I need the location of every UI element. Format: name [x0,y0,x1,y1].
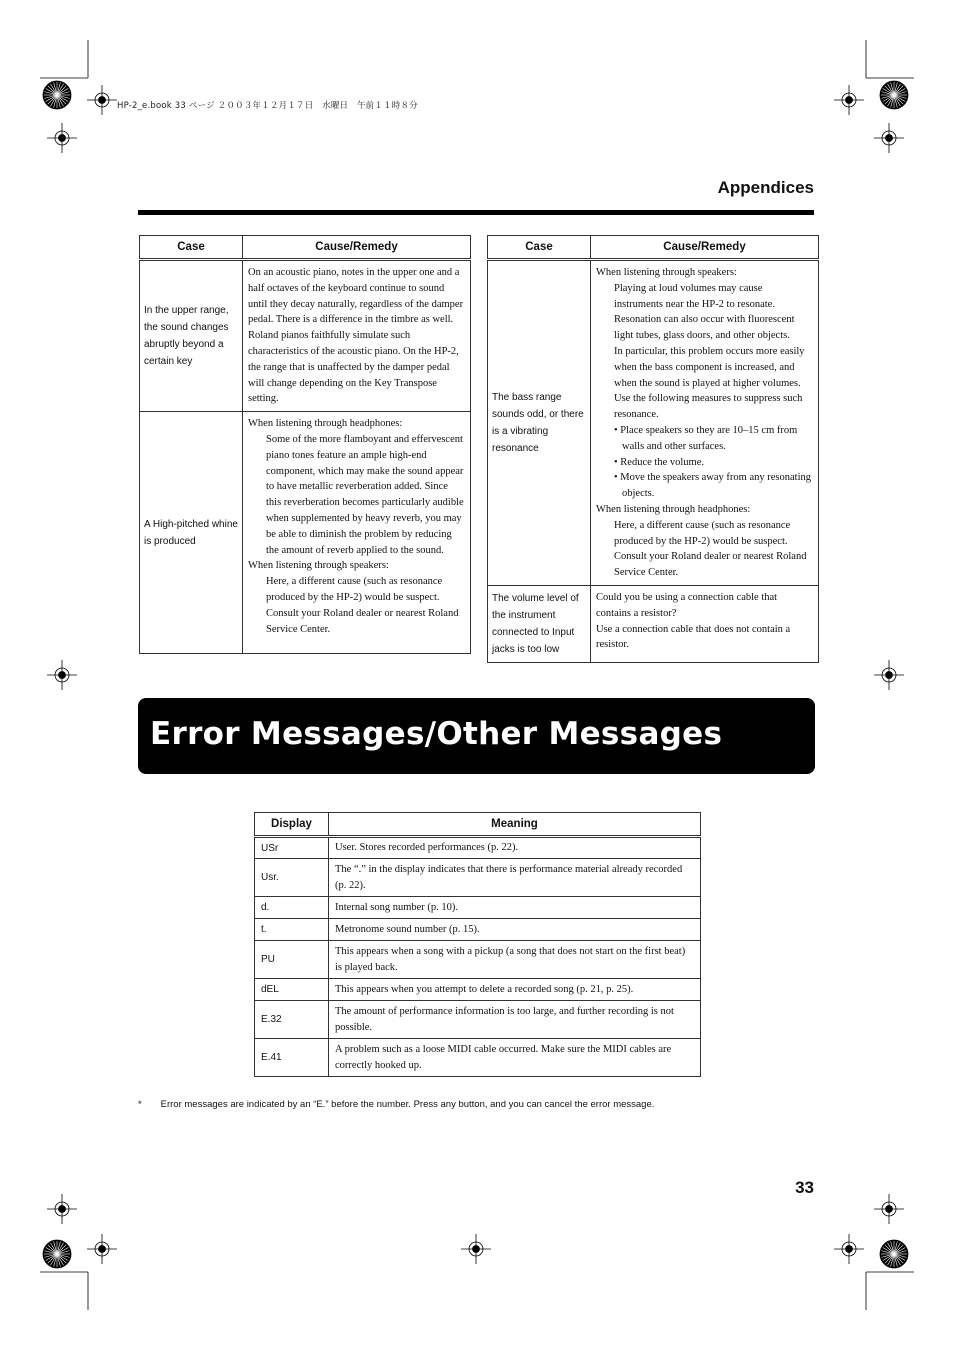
table-row [255,1039,701,1077]
banner-title: Error Messages/Other Messages [150,716,723,752]
meaning-cell: This appears when a song with a pickup (a song that does not start on the first beat) is played back. [329,941,701,979]
header-rule [138,210,814,215]
case-cell: The bass range sounds odd, or there is a vibrating resonance [488,260,591,586]
remedy-paragraph: Playing at loud volumes may cause instruments near the HP-2 to resonate. [614,282,775,310]
remedy-paragraph: On an acoustic piano, notes in the upper one and a half octaves of the keyboard continue to sound until they decay naturally, regardless of the damper pedal. There is a difference in the timbre as well. Roland pianos faithfully simulate such characteristics of the acoustic piano. On the HP-2, the range that is unaffected by the damper pedal will change depending on the Key Transpose setting. [248,267,464,405]
remedy-paragraph: When listening through speakers: [596,267,737,278]
table-row [255,1001,701,1039]
meaning-cell: This appears when you attempt to delete a recorded song (p. 21, p. 25). [329,979,701,1001]
meaning-cell: User. Stores recorded performances (p. 22). [329,837,701,859]
table-row [255,897,701,919]
remedy-paragraph: Here, a different cause (such as resonance produced by the HP-2) would be suspect. Consult your Roland dealer or nearest Roland Service Center. [266,576,459,635]
remedy-cell [243,260,471,412]
meaning-cell: The “.” in the display indicates that there is performance material already recorded (p. 22). [329,859,701,897]
remedy-paragraph: When listening through speakers: [248,560,389,572]
remedy-paragraph: Could you be using a connection cable that contains a resistor? [596,591,778,619]
case-cell: The volume level of the instrument connected to Input jacks is too low [488,585,591,662]
remedy-paragraph: Use a connection cable that does not contain a resistor. [596,623,791,651]
remedy-cell [243,412,471,654]
footnote-text: Error messages are indicated by an “E.” before the number. Press any button, and you can cancel the error message. [160,1099,655,1110]
column-header-remedy: Cause/Remedy [243,236,471,260]
meaning-cell: A problem such as a loose MIDI cable occurred. Make sure the MIDI cables are correctly hooked up. [329,1039,701,1077]
case-cell: In the upper range, the sound changes abruptly beyond a certain key [140,260,243,412]
remedy-paragraph: Here, a different cause (such as resonance produced by the HP-2) would be suspect. Consult your Roland dealer or nearest Roland Service Center. [614,519,807,579]
table-row [255,979,701,1001]
meaning-cell: Metronome sound number (p. 15). [329,919,701,941]
display-cell: USr [255,837,329,859]
section-banner [138,698,815,774]
footnote-marker: * [138,1099,142,1110]
table-row [140,412,471,654]
display-cell: dEL [255,979,329,1001]
page-number: 33 [795,1178,814,1197]
remedy-paragraph: When listening through headphones: [248,418,403,430]
remedy-bullet: • Reduce the volume. [614,456,704,468]
meaning-cell: Internal song number (p. 10). [329,897,701,919]
display-cell: E.41 [255,1039,329,1077]
table-row [255,941,701,979]
table-row [488,260,819,586]
column-header-remedy: Cause/Remedy [591,236,819,260]
column-header-display: Display [255,813,329,837]
messages-table [254,812,701,1077]
display-cell: E.32 [255,1001,329,1039]
column-header-case: Case [140,236,243,260]
column-header-case: Case [488,236,591,260]
column-header-meaning: Meaning [329,813,701,837]
display-cell: d. [255,897,329,919]
remedy-bullet: • Place speakers so they are 10–15 cm from walls and other surfaces. [614,424,798,452]
table-row [255,919,701,941]
footnote [138,1099,654,1110]
remedy-paragraph: In particular, this problem occurs more easily when the bass component is increased, and when the sound is played at higher volumes. Use the following measures to suppress such resonance. [614,345,805,421]
remedy-paragraph: When listening through headphones: [596,503,751,515]
section-title: Appendices [717,178,814,197]
troubleshooting-table-right [487,235,819,663]
case-cell: A High-pitched whine is produced [140,412,243,654]
remedy-paragraph: Resonation can also occur with fluorescent light tubes, glass doors, and other objects. [614,314,795,342]
display-cell: PU [255,941,329,979]
troubleshooting-table-left [139,235,471,654]
table-row [140,260,471,412]
remedy-bullet: • Move the speakers away from any resonating objects. [614,472,811,500]
meaning-cell: The amount of performance information is too large, and further recording is not possible. [329,1001,701,1039]
table-row [255,837,701,859]
display-cell: t. [255,919,329,941]
table-row [488,585,819,662]
remedy-cell [591,260,819,586]
file-info: HP-2_e.book 33 ページ ２００３年１２月１７日 水曜日 午前１１時８分 [117,101,418,111]
display-cell: Usr. [255,859,329,897]
table-row [255,859,701,897]
remedy-paragraph: Some of the more flamboyant and effervescent piano tones feature an ample high-end component, which may make the sound appear to have metallic reverberation added. Since this reverberation becomes particularly audible when supplemented by heavy reverb, you may be able to diminish the problem by reducing the amount of reverb applied to the sound. [266,433,464,556]
remedy-cell [591,585,819,662]
